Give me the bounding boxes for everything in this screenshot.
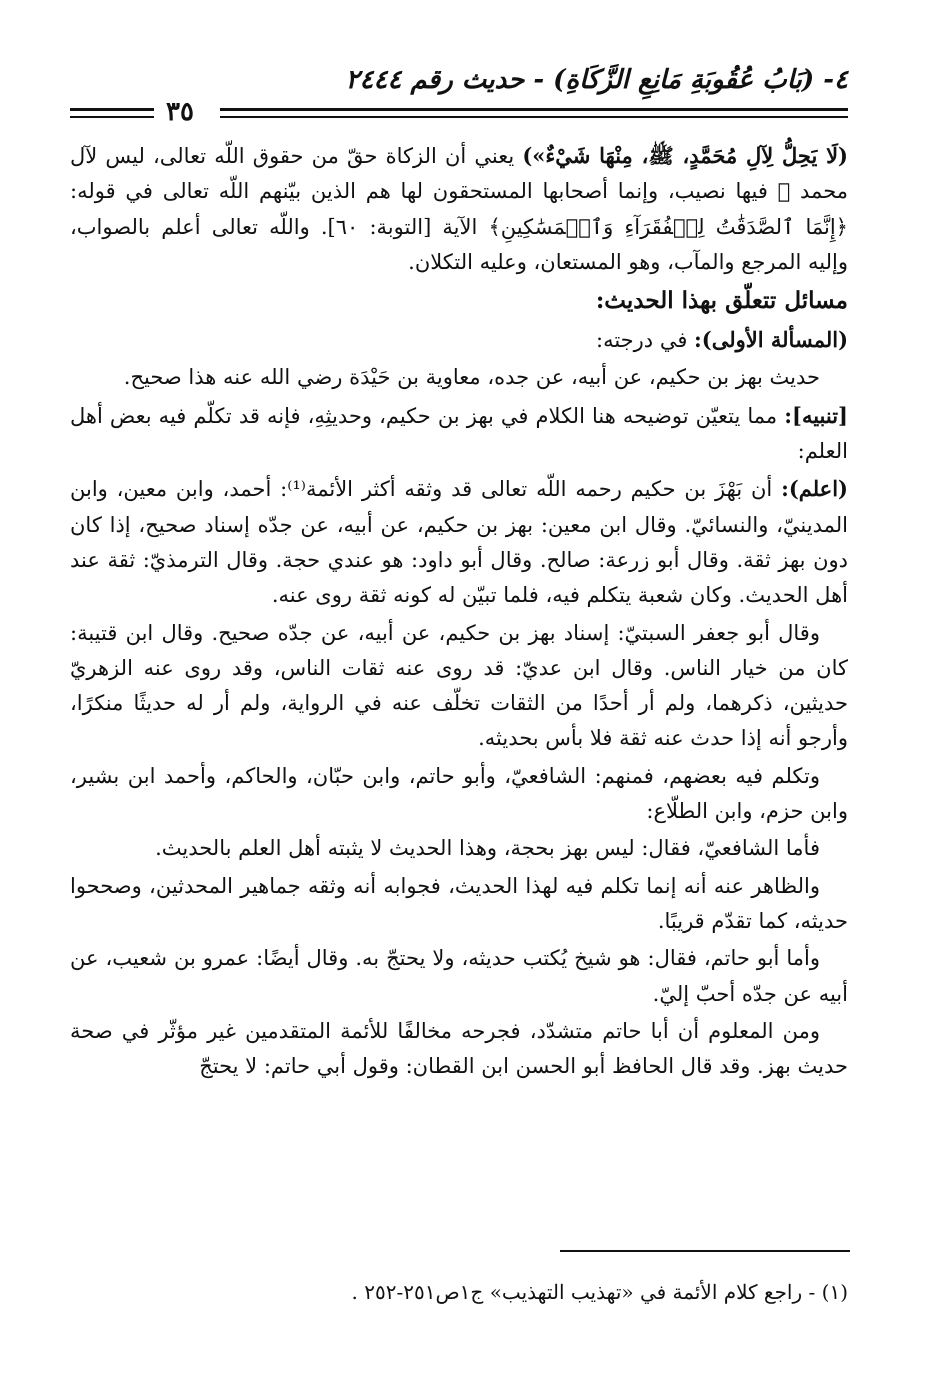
- paragraph: [70, 322, 848, 358]
- paragraph-lead: (لَا يَحِلُّ لِآلِ مُحَمَّدٍ، ﷺ، مِنْهَا شَيْءٌ»): [522, 143, 848, 168]
- paragraph: [70, 138, 848, 280]
- paragraph: [70, 398, 848, 470]
- paragraph-text: يعني أن الزكاة حقّ من حقوق اللّه تعالى، ليس لآل محمد ﷺ فيها نصيب، وإنما أصحابها المستحقون لها هم الذين بيّنهم اللّه تعالى في قوله: ﴿إِنَّمَا ٱلصَّدَقَٰتُ لِلۡفُقَرَآءِ وَٱلۡمَسَٰكِينِ﴾ الآية [التوبة: ٦٠]. واللّه تعالى أعلم بالصواب، وإليه المرجع والمآب، وهو المستعان، وعليه التكلان.: [70, 144, 848, 274]
- footnote-rule: [560, 1250, 850, 1252]
- paragraph-lead: (المسألة الأولى):: [694, 327, 848, 353]
- paragraph: [70, 869, 848, 940]
- section-heading: مسائل تتعلّق بهذا الحديث:: [595, 287, 848, 315]
- paragraph: [70, 941, 848, 1012]
- main-text: [70, 138, 848, 1086]
- footnote: (١) - راجع كلام الأئمة في «تهذيب التهذيب» ج١ص٢٥١-٢٥٢ .: [351, 1280, 848, 1304]
- paragraph-text: في درجته:: [596, 328, 695, 353]
- paragraph: [70, 616, 848, 757]
- paragraph-text: وتكلم فيه بعضهم، فمنهم: الشافعيّ، وأبو حاتم، وابن حبّان، والحاكم، وأحمد ابن بشير، وابن حزم، وابن الطلّاع:: [70, 763, 848, 824]
- paragraph: [70, 471, 848, 613]
- paragraph-lead: (اعلم):: [781, 476, 848, 502]
- page-number: ٣٥: [166, 97, 194, 127]
- paragraph-text: وأما أبو حاتم، فقال: هو شيخ يُكتب حديثه، ولا يحتجّ به. وقال أيضًا: عمرو بن شعيب، عن أبيه عن جدّه أحبّ إليّ.: [70, 946, 848, 1006]
- paragraph-text: أن بَهْزَ بن حكيم رحمه اللّه تعالى قد وثقه أكثر الأئمة⁽¹⁾: أحمد، وابن معين، وابن المدينيّ، والنسائيّ. وقال ابن معين: بهز بن حكيم، عن أبيه، عن جدّه إسناد صحيح، إذا كان دون بهز ثقة. وقال أبو زرعة: صالح. وقال أبو داود: هو عندي حجة. وقال الترمذيّ: ثقة عند أهل الحديث. وكان شعبة يتكلم فيه، فلما تبيّن له كونه ثقة روى عنه.: [70, 477, 848, 608]
- paragraph-text: وقال أبو جعفر السبتيّ: إسناد بهز بن حكيم، عن أبيه، عن جدّه صحيح. وقال ابن قتيبة: كان من خيار الناس. وقال ابن عديّ: قد روى عنه ثقات الناس، وقد روى عنه الزهريّ حديثين، ذكرهما، ولم أر أحدًا من الثقات تخلّف عنه في الرواية، ولم أر له حديثًا منكرًا، وأرجو أنه إذا حدث عنه ثقة فلا بأس بحديثه.: [70, 620, 848, 751]
- chapter-header: ٤- (بَابُ عُقُوبَةِ مَانِعِ الزَّكَاةِ) - حديث رقم ٢٤٤٤: [345, 65, 848, 95]
- header-rule-left: [70, 108, 154, 118]
- paragraph: [70, 831, 848, 866]
- paragraph: [70, 759, 848, 830]
- paragraph: [70, 1014, 848, 1085]
- paragraph: [70, 360, 848, 395]
- paragraph-text: ومن المعلوم أن أبا حاتم متشدّد، فجرحه مخالفًا للأئمة المتقدمين غير مؤثّر في صحة حديث بهز. وقد قال الحافظ أبو الحسن ابن القطان: وقول أبي حاتم: لا يحتجّ: [70, 1018, 848, 1079]
- header-rule-right: [220, 108, 848, 118]
- paragraph-text: فأما الشافعيّ، فقال: ليس بهز بحجة، وهذا الحديث لا يثبته أهل العلم بالحديث.: [155, 836, 820, 861]
- paragraph-text: مما يتعيّن توضيحه هنا الكلام في بهز بن حكيم، وحديثِهِ، فإنه قد تكلّم فيه بعض أهل العلم:: [70, 403, 848, 464]
- paragraph-text: حديث بهز بن حكيم، عن أبيه، عن جده، معاوية بن حَيْدَة رضي الله عنه هذا صحيح.: [123, 365, 820, 390]
- paragraph-text: والظاهر عنه أنه إنما تكلم فيه لهذا الحديث، فجوابه أنه وثقه جماهير المحدثين، وصححوا حديثه، كما تقدّم قريبًا.: [70, 873, 848, 933]
- paragraph-lead: [تنبيه]:: [784, 402, 848, 428]
